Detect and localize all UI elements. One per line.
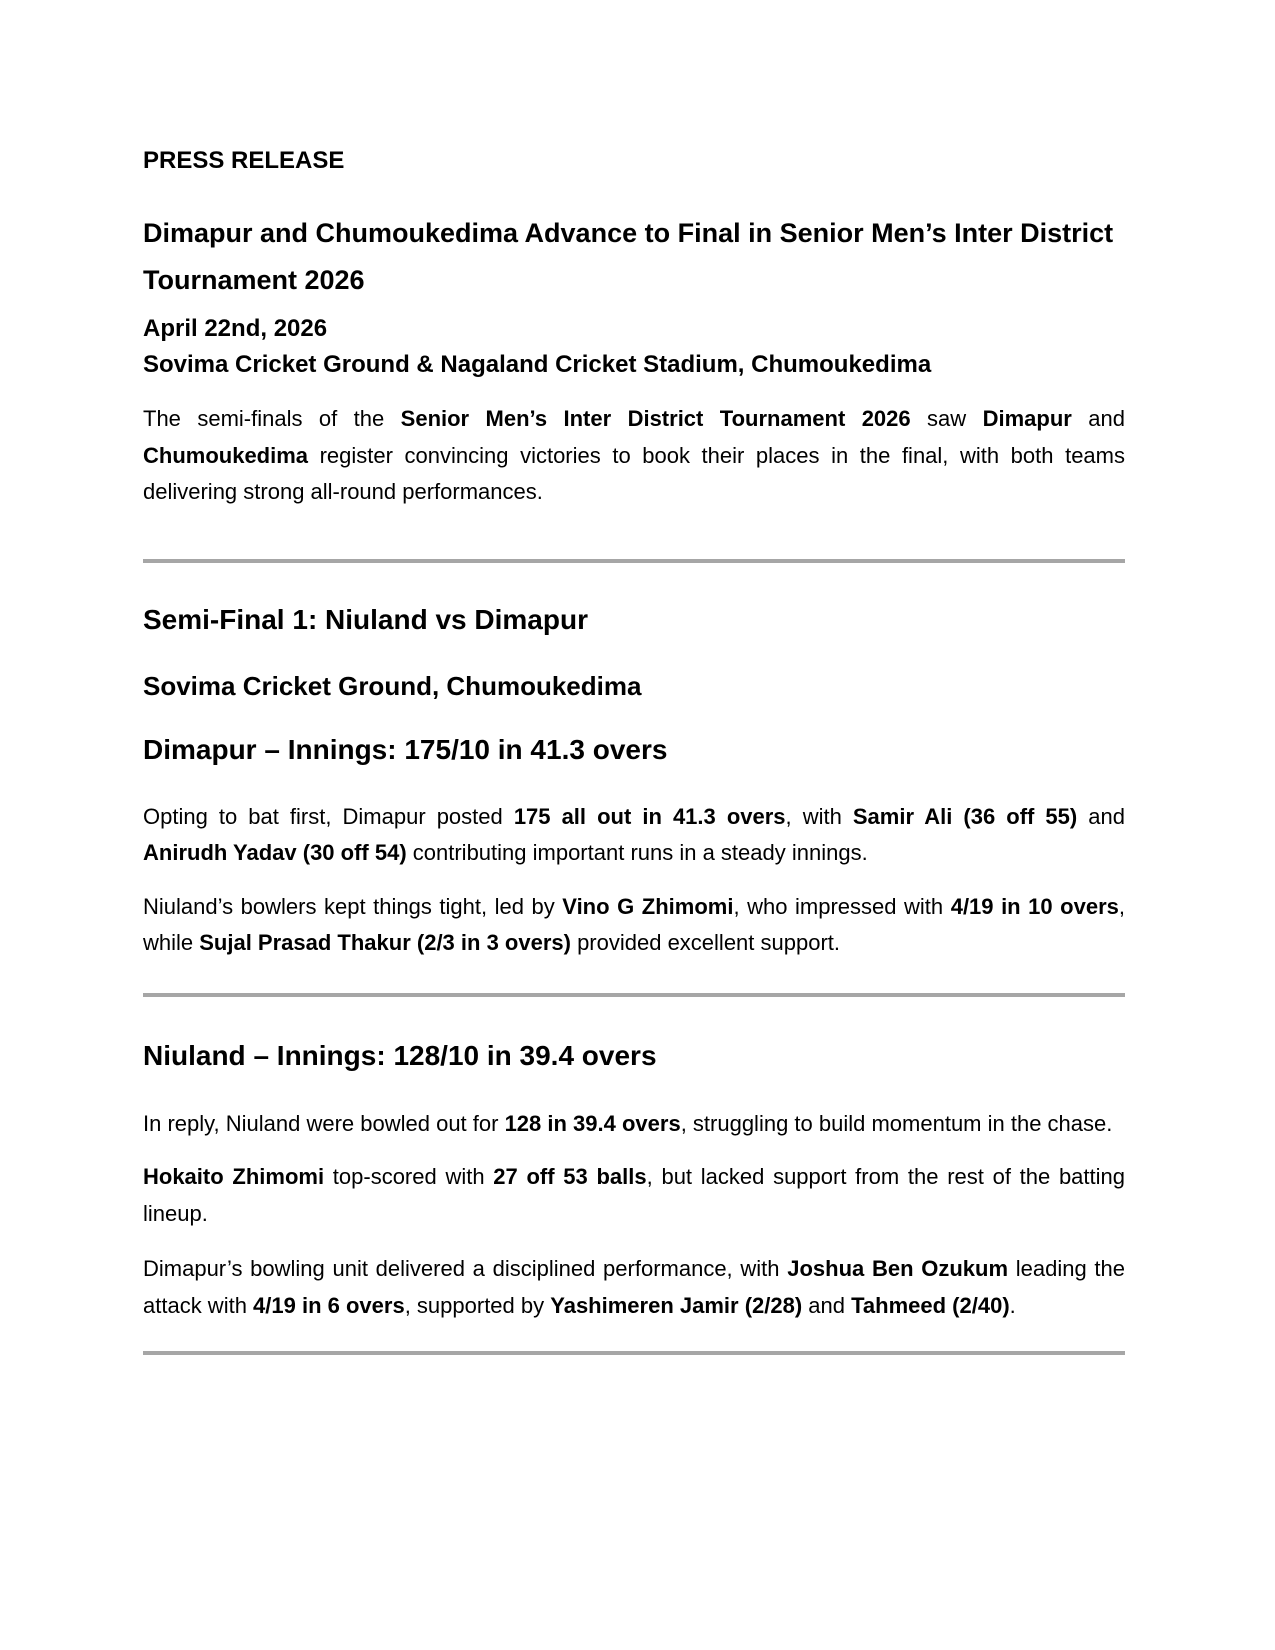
kicker: PRESS RELEASE	[143, 147, 345, 174]
dateline-date: April 22nd, 2026	[143, 315, 328, 342]
dimapur-innings-paragraph-2: Niuland’s bowlers kept things tight, led by Vino G Zhimomi, who impressed with 4/19 in 10 overs, while Sujal Prasad Thakur (2/3 in 3 overs) provided excellent support.	[143, 893, 1126, 955]
semifinal1-venue: Sovima Cricket Ground, Chumoukedima	[143, 670, 642, 701]
niuland-innings-paragraph-3: Dimapur’s bowling unit delivered a disciplined performance, with Joshua Ben Ozukum leading the attack with 4/19 in 6 overs, supported by Yashimeren Jamir (2/28) and Tahmeed (2/40).	[143, 1256, 1125, 1318]
section-divider	[143, 559, 1125, 563]
section-divider	[143, 993, 1125, 997]
dateline-venues: Sovima Cricket Ground & Nagaland Cricket Stadium, Chumoukedima	[143, 351, 932, 378]
dimapur-innings-paragraph-1: Opting to bat first, Dimapur posted 175 all out in 41.3 overs, with Samir Ali (36 off 55) and Anirudh Yadav (30 off 54) contributing important runs in a steady innings.	[143, 803, 1125, 865]
semifinal1-heading: Semi-Final 1: Niuland vs Dimapur	[143, 603, 588, 635]
niuland-innings-paragraph-1: In reply, Niuland were bowled out for 128 in 39.4 overs, struggling to build momentum in the chase.	[143, 1110, 1113, 1136]
section-divider	[143, 1351, 1125, 1355]
niuland-innings-heading: Niuland – Innings: 128/10 in 39.4 overs	[143, 1039, 657, 1071]
headline: Dimapur and Chumoukedima Advance to Final in Senior Men’s Inter District Tournament 2026	[143, 218, 1114, 295]
niuland-innings-paragraph-2: Hokaito Zhimomi top-scored with 27 off 53 balls, but lacked support from the rest of the batting lineup.	[143, 1164, 1126, 1226]
lead-paragraph: The semi-finals of the Senior Men’s Inter District Tournament 2026 saw Dimapur and Chumoukedima register convincing victories to book their places in the final, with both teams delivering strong all-round performances.	[143, 406, 1125, 504]
dateline	[143, 311, 1125, 383]
dimapur-innings-heading: Dimapur – Innings: 175/10 in 41.3 overs	[143, 733, 668, 765]
